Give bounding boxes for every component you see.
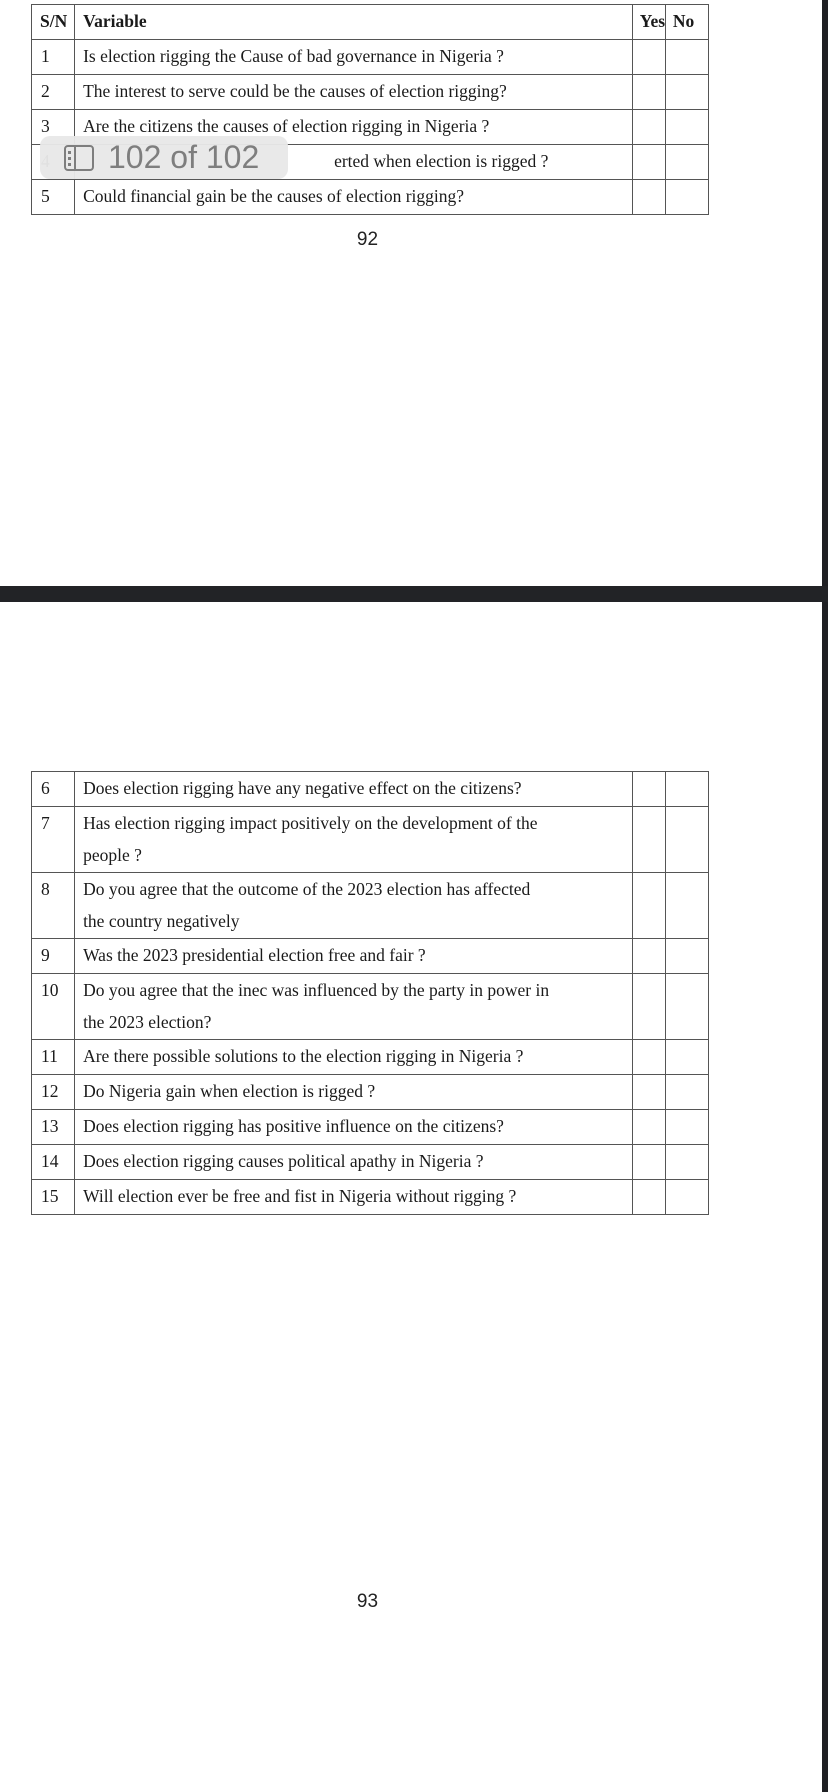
row-sn: 1 bbox=[32, 40, 75, 75]
row-yes-cell bbox=[632, 75, 665, 110]
viewer-edge bbox=[822, 0, 828, 1792]
table-row bbox=[32, 1075, 709, 1110]
row-yes-cell bbox=[632, 110, 665, 145]
table-row bbox=[32, 1145, 709, 1180]
row-sn: 12 bbox=[32, 1075, 75, 1110]
table-row bbox=[32, 1110, 709, 1145]
row-no-cell bbox=[665, 1145, 708, 1180]
row-yes-cell bbox=[632, 180, 665, 215]
table-row bbox=[32, 75, 709, 110]
table-row bbox=[32, 807, 709, 873]
row-sn: 9 bbox=[32, 939, 75, 974]
header-yes: Yes bbox=[632, 5, 665, 40]
row-yes-cell bbox=[632, 939, 665, 974]
page-indicator-text: 102 of 102 bbox=[108, 139, 260, 175]
header-sn: S/N bbox=[32, 5, 75, 40]
row-sn: 11 bbox=[32, 1040, 75, 1075]
questionnaire-table-part2 bbox=[31, 771, 709, 1215]
row-sn: 7 bbox=[32, 807, 75, 873]
row-yes-cell bbox=[632, 974, 665, 1040]
row-no-cell bbox=[665, 145, 708, 180]
header-no: No bbox=[665, 5, 708, 40]
row-variable: Does election rigging have any negative effect on the citizens? bbox=[75, 772, 633, 807]
row-variable-line2: the 2023 election? bbox=[83, 1012, 212, 1032]
row-yes-cell bbox=[632, 145, 665, 180]
row-variable: Does election rigging has positive influence on the citizens? bbox=[75, 1110, 633, 1145]
row-yes-cell bbox=[632, 1145, 665, 1180]
row-sn: 13 bbox=[32, 1110, 75, 1145]
table-header-row bbox=[32, 5, 709, 40]
row-variable-line1: Has election rigging impact positively on the development of the bbox=[83, 813, 538, 833]
row-yes-cell bbox=[632, 1075, 665, 1110]
row-variable: Is election rigging the Cause of bad governance in Nigeria ? bbox=[75, 40, 633, 75]
row-sn: 6 bbox=[32, 772, 75, 807]
row-sn: 10 bbox=[32, 974, 75, 1040]
row-sn: 5 bbox=[32, 180, 75, 215]
row-no-cell bbox=[665, 1110, 708, 1145]
table-row bbox=[32, 873, 709, 939]
questionnaire-table-part1 bbox=[31, 4, 709, 215]
page-thumbnails-icon bbox=[64, 145, 94, 171]
row-yes-cell bbox=[632, 807, 665, 873]
page-number: 92 bbox=[356, 229, 379, 250]
row-no-cell bbox=[665, 40, 708, 75]
row-yes-cell bbox=[632, 1110, 665, 1145]
row-variable bbox=[75, 873, 633, 939]
row-sn: 14 bbox=[32, 1145, 75, 1180]
table-row bbox=[32, 180, 709, 215]
row-variable-line1: Do you agree that the inec was influenced by the party in power in bbox=[83, 980, 550, 1000]
row-variable: The interest to serve could be the causes of election rigging? bbox=[75, 75, 633, 110]
row-yes-cell bbox=[632, 873, 665, 939]
row-variable-line1: Do you agree that the outcome of the 2023 election has affected bbox=[83, 879, 531, 899]
row-variable-line2: the country negatively bbox=[83, 911, 240, 931]
row-sn: 3 bbox=[32, 110, 75, 145]
row-no-cell bbox=[665, 1040, 708, 1075]
row-no-cell bbox=[665, 75, 708, 110]
document-page-92 bbox=[0, 0, 822, 586]
row-sn: 8 bbox=[32, 873, 75, 939]
row-variable: erted when election is rigged ? bbox=[75, 145, 633, 180]
row-yes-cell bbox=[632, 1040, 665, 1075]
row-no-cell bbox=[665, 1180, 708, 1215]
table-row bbox=[32, 974, 709, 1040]
table-row bbox=[32, 939, 709, 974]
page-separator bbox=[0, 586, 828, 602]
row-yes-cell bbox=[632, 772, 665, 807]
row-variable: Was the 2023 presidential election free and fair ? bbox=[75, 939, 633, 974]
row-variable: Are the citizens the causes of election rigging in Nigeria ? bbox=[75, 110, 633, 145]
row-variable: Are there possible solutions to the election rigging in Nigeria ? bbox=[75, 1040, 633, 1075]
header-variable: Variable bbox=[75, 5, 633, 40]
row-no-cell bbox=[665, 939, 708, 974]
row-sn: 2 bbox=[32, 75, 75, 110]
row-no-cell bbox=[665, 873, 708, 939]
row-variable: Will election ever be free and fist in Nigeria without rigging ? bbox=[75, 1180, 633, 1215]
row-variable-line2: people ? bbox=[83, 845, 142, 865]
row-variable bbox=[75, 807, 633, 873]
row-variable: Could financial gain be the causes of election rigging? bbox=[75, 180, 633, 215]
row-variable bbox=[75, 974, 633, 1040]
page-indicator-badge[interactable] bbox=[40, 136, 288, 179]
table-row bbox=[32, 1040, 709, 1075]
row-no-cell bbox=[665, 772, 708, 807]
page-number: 93 bbox=[356, 1591, 379, 1612]
table-row bbox=[32, 772, 709, 807]
table-row bbox=[32, 40, 709, 75]
row-yes-cell bbox=[632, 1180, 665, 1215]
row-no-cell bbox=[665, 974, 708, 1040]
row-no-cell bbox=[665, 110, 708, 145]
row-no-cell bbox=[665, 180, 708, 215]
row-no-cell bbox=[665, 807, 708, 873]
row-variable: Does election rigging causes political apathy in Nigeria ? bbox=[75, 1145, 633, 1180]
row-sn: 15 bbox=[32, 1180, 75, 1215]
table-row bbox=[32, 1180, 709, 1215]
row-variable: Do Nigeria gain when election is rigged ? bbox=[75, 1075, 633, 1110]
row-yes-cell bbox=[632, 40, 665, 75]
row-no-cell bbox=[665, 1075, 708, 1110]
